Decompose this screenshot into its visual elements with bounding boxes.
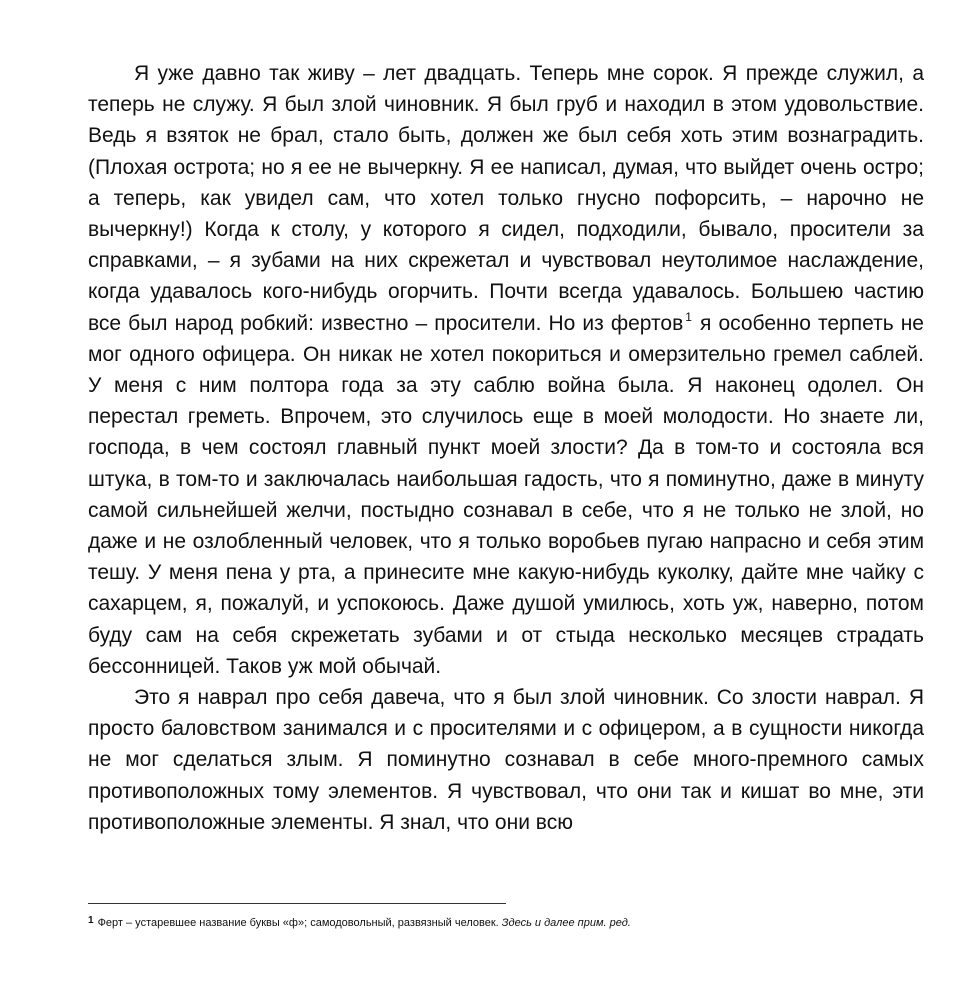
footnote-text: Ферт – устаревшее название буквы «ф»; самодовольный, развязный человек. xyxy=(97,917,499,929)
footnote-mark: 1 xyxy=(88,915,94,926)
footnote xyxy=(88,914,924,930)
paragraph-1 xyxy=(88,58,924,682)
paragraph-1-text-before-note: Я уже давно так живу – лет двадцать. Теперь мне сорок. Я прежде служил, а теперь не служу. Я был злой чиновник. Я был груб и находил в этом удовольствие. Ведь я взяток не брал, стало быть, должен же был себя хоть этим вознаградить. (Плохая острота; но я ее не вычеркну. Я ее написал, думая, что выйдет очень остро; а теперь, как увидел сам, что хотел только гнусно пофорсить, – нарочно не вычеркну!) Когда к столу, у которого я сидел, подходили, бывало, просители за справками, – я зубами на них скрежетал и чувствовал неутолимое наслаждение, когда удавалось кого-нибудь огорчить. Почти всегда удавалось. Большею частию все был народ робкий: известно – просители. Но из фертов xyxy=(88,62,924,335)
footnote-reference: 1 xyxy=(685,309,692,324)
paragraph-1-text-after-note: я особенно терпеть не мог одного офицера. Он никак не хотел покориться и омерзительно гремел саблей. У меня с ним полтора года за эту саблю война была. Я наконец одолел. Он перестал греметь. Впрочем, это случилось еще в моей молодости. Но знаете ли, господа, в чем состоял главный пункт моей злости? Да в том-то и состояла вся штука, в том-то и заключалась наибольшая гадость, что я поминутно, даже в минуту самой сильнейшей желчи, постыдно сознавал в себе, что я не только не злой, но даже и не озлобленный человек, что я только воробьев пугаю напрасно и себя этим тешу. У меня пена у рта, а принесите мне какую-нибудь куколку, дайте мне чайку с сахарцем, я, пожалуй, и успокоюсь. Даже душой умилюсь, хоть уж, наверно, потом буду сам на себя скрежетать зубами и от стыда несколько месяцев страдать бессонницей. Таков уж мой обычай. xyxy=(88,311,924,678)
page-body xyxy=(88,58,924,838)
paragraph-2: Это я наврал про себя давеча, что я был злой чиновник. Со злости наврал. Я просто баловством занимался и с просителями и с офицером, а в сущности никогда не мог сделаться злым. Я поминутно сознавал в себе много-премного самых противоположных тому элементов. Я чувствовал, что они так и кишат во мне, эти противоположные элементы. Я знал, что они всю xyxy=(88,686,924,834)
footnote-divider xyxy=(88,903,506,904)
footnote-editor-note: Здесь и далее прим. ред. xyxy=(501,917,631,929)
